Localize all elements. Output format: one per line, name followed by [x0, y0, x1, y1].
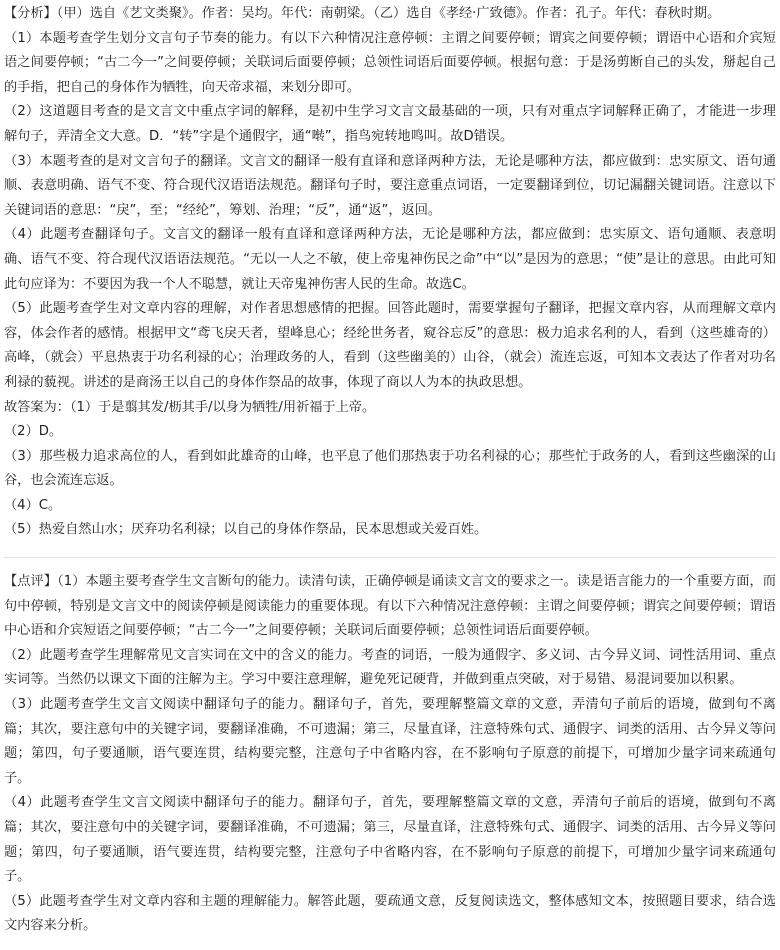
comment-section [4, 570, 776, 939]
answer-1: 故答案为：（1）于是翦其发/枥其手/以身为牺牲/用祈福于上帝。 [4, 399, 376, 415]
analysis-item-5: （5）此题考查学生对文章内容的理解，对作者思想感情的把握。回答此题时，需要掌握句子翻译，把握文章内容，从而理解文章内容，体会作者的感情。根据甲文“鸢飞戾天者，望峰息心；经纶世务者，窥谷忘反”的意思：极力追求名利的人，看到（这些雄奇的）高峰，（就会）平息热衷于功名利禄的心；治理政务的人，看到（这些幽美的）山谷，（就会）流连忘返，可知本文表达了作者对功名利禄的藐视。讲述的是商汤王以自己的身体作祭品的故事，体现了商以人为本的执政思想。 [4, 301, 776, 390]
analysis-intro: 【分析】（甲）选自《艺文类聚》。作者：吴均。年代：南朝梁。（乙）选自《孝经·广致德》。作者：孔子。年代：春秋时期。 [4, 6, 721, 21]
analysis-item-1: （1）本题考查学生划分文言句子节奏的能力。有以下六种情况注意停顿：主谓之间要停顿；谓宾之间要停顿；谓语中心语和介宾短语之间要停顿；“古二今一”之间要停顿；关联词后面要停顿；总领性词语后面要停顿。根据句意：于是汤剪断自己的头发，掰起自己的手指，把自己的身体作为牺牲，向天帝求福，来划分即可。 [4, 30, 776, 95]
answer-2: （2）D。 [4, 424, 63, 440]
analysis-item-4: （4）此题考查翻译句子。文言文的翻译一般有直译和意译两种方法，无论是哪种方法，都应做到：忠实原文、语句通顺、表意明确、语气不变、符合现代汉语语法规范。“无以一人之不敏，使上帝鬼神伤民之命”中“以”是因为的意思；“使”是让的意思。由此可知此句应译为：不要因为我一个人不聪慧，就让天帝鬼神伤害人民的生命。故选C。 [4, 227, 776, 292]
answer-4: （4）C。 [4, 497, 62, 513]
answer-5: （5）热爱自然山水；厌弃功名利禄；以自己的身体作祭品，民本思想或关爱百姓。 [4, 522, 488, 538]
analysis-section [4, 2, 776, 543]
comment-item-2: （2）此题考查学生理解常见文言实词在文中的含义的能力。考查的词语，一般为通假字、多义词、古今异义词、词性活用词、重点实词等。当然仍以课文下面的注解为主。学习中要注意理解，避免死记硬背，并做到重点突破，对于易错、易混词要加以积累。 [4, 647, 776, 688]
analysis-item-2: （2）这道题目考查的是文言文中重点字词的解释，是初中生学习文言文最基础的一项，只有对重点字词解释正确了，才能进一步理解句子，弄清全文大意。D．“转”字是个通假字，通“啭”，指鸟宛转地鸣叫。故D错误。 [4, 104, 776, 144]
analysis-item-3: （3）本题考查的是对文言句子的翻译。文言文的翻译一般有直译和意译两种方法，无论是哪种方法，都应做到：忠实原文、语句通顺、表意明确、语气不变、符合现代汉语语法规范。翻译句子时，要注意重点词语，一定要翻译到位，切记漏翻关键词语。注意以下关键词语的意思：“戾”，至；“经纶”，筹划、治理；“反”，通“返”，返回。 [4, 153, 776, 218]
comment-item-3: （3）此题考查学生文言文阅读中翻译句子的能力。翻译句子，首先，要理解整篇文章的文意，弄清句子前后的语境，做到句不离篇；其次，要注意句中的关键字词，要翻译准确，不可遗漏；第三，尽量直译，注意特殊句式、通假字、词类的活用、古今异义等问题；第四，句子要通顺，语气要连贯，结构要完整，注意句子中省略内容，在不影响句子原意的前提下，可增加少量字词来疏通句子。 [4, 697, 776, 786]
comment-item-1: 【点评】（1）本题主要考查学生文言断句的能力。读清句读，正确停顿是诵读文言文的要求之一。读是语言能力的一个重要方面，而句中停顿，特别是文言文中的阅读停顿是阅读能力的重要体现。有以下六种情况注意停顿：主谓之间要停顿；谓宾之间要停顿；谓语中心语和介宾短语之间要停顿；“古二今一”之间要停顿；关联词后面要停顿；总领性词语后面要停顿。 [4, 574, 776, 639]
answer-3: （3）那些极力追求高位的人，看到如此雄奇的山峰，也平息了他们那热衷于功名利禄的心；那些忙于政务的人，看到这些幽深的山谷，也会流连忘返。 [4, 448, 776, 489]
section-divider [4, 557, 776, 558]
comment-item-4: （4）此题考查学生文言文阅读中翻译句子的能力。翻译句子，首先，要理解整篇文章的文意，弄清句子前后的语境，做到句不离篇；其次，要注意句中的关键字词，要翻译准确，不可遗漏；第三，尽量直译，注意特殊句式、通假字、词类的活用、古今异义等问题；第四，句子要通顺，语气要连贯，结构要完整，注意句子中省略内容，在不影响句子原意的前提下，可增加少量字词来疏通句子。 [4, 795, 776, 885]
comment-item-5: （5）此题考查学生对文章内容和主题的理解能力。解答此题，要疏通文意，反复阅读选文，整体感知文本，按照题目要求，结合选文内容来分析。 [4, 893, 776, 934]
